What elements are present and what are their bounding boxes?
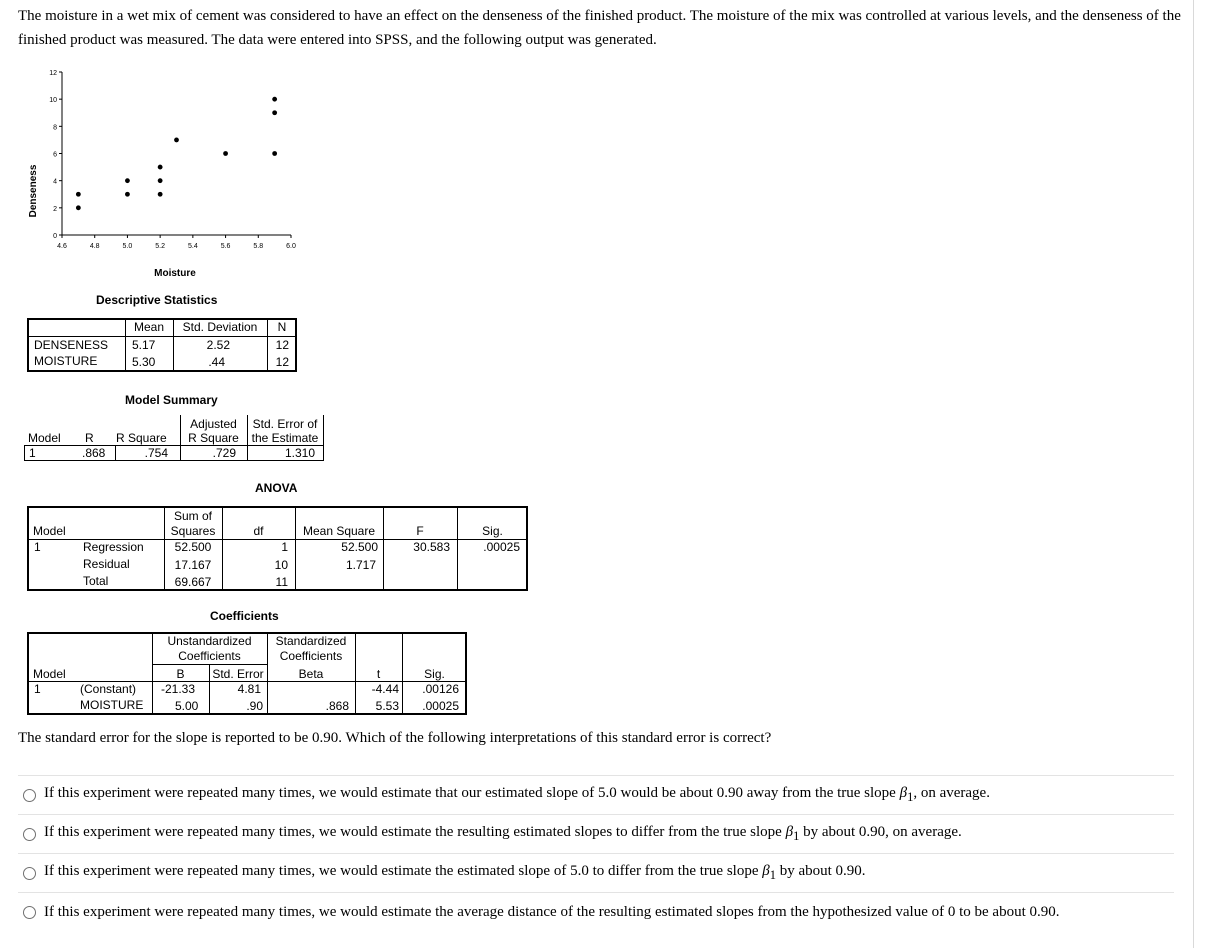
scatter-plot	[0, 60, 320, 285]
col-header-beta: Beta	[298, 667, 324, 681]
y-tick-label: 2	[53, 205, 57, 213]
col-header-std-error: Std. Error	[212, 667, 264, 681]
constant-sig: .00126	[422, 682, 459, 696]
descriptive-statistics-table	[27, 318, 297, 372]
x-tick-label: 5.0	[122, 243, 133, 250]
std-error-estimate-value: 1.310	[284, 446, 315, 460]
row-label-denseness: DENSENESS	[34, 338, 109, 352]
data-point	[76, 192, 81, 197]
y-tick-label: 0	[53, 233, 57, 240]
total-df: 11	[275, 575, 288, 589]
x-tick-label: 4.8	[89, 243, 100, 250]
y-tick-label: 10	[49, 97, 57, 105]
col-header-model: Model	[28, 431, 61, 445]
model-summary-table	[24, 415, 324, 461]
col-header-std-error-estimate: the Estimate	[251, 431, 319, 445]
option-text: If this experiment were repeated many times, we would estimate the resulting estimated slopes to differ from the true slope $\beta_1$ by about 0.90, on average.	[44, 824, 962, 843]
constant-std-error: 4.81	[237, 682, 261, 696]
data-point	[158, 178, 163, 183]
moisture-std-error: .90	[246, 699, 263, 713]
x-tick-label: 5.2	[155, 243, 166, 250]
denseness-n: 12	[275, 338, 289, 352]
radio-button[interactable]	[23, 906, 36, 919]
beta-symbol: β	[762, 863, 770, 879]
radio-button[interactable]	[23, 828, 36, 841]
option-text: If this experiment were repeated many times, we would estimate that our estimated slope of 5.0 would be about 0.90 away from the true slope $\beta_1$, on average.	[44, 785, 990, 804]
regression-df: 1	[281, 540, 288, 554]
r-value: .868	[82, 446, 106, 460]
option-text: If this experiment were repeated many times, we would estimate the estimated slope of 5.0 to differ from the true slope $\beta_1$ by about 0.90.	[44, 863, 866, 882]
answer-option-1[interactable]	[18, 775, 1174, 814]
x-tick-label: 5.8	[253, 243, 264, 250]
sig-value: .00025	[483, 540, 520, 554]
col-header-mean-square: Mean Square	[302, 524, 376, 538]
y-axis-label: Denseness	[28, 164, 39, 218]
page-divider	[1193, 0, 1194, 948]
data-point	[158, 165, 163, 170]
problem-intro: The moisture in a wet mix of cement was considered to have an effect on the denseness of the finished product. The moisture of the mix was controlled at various levels, and the denseness of the finished product was measured. The data were entered into SPSS, and the following output was generated.	[18, 8, 1181, 48]
row-label-regression: Regression	[83, 540, 144, 554]
col-header-std-error: Std. Error of	[252, 417, 318, 431]
plot-axes	[49, 70, 296, 250]
col-header-standardized: Standardized	[275, 634, 347, 648]
data-point	[76, 205, 81, 210]
moisture-n: 12	[275, 355, 289, 369]
col-header-std-deviation: Std. Deviation	[182, 320, 258, 334]
anova-table	[27, 506, 528, 591]
anova-model-number: 1	[34, 540, 41, 554]
beta-symbol: β	[785, 824, 794, 840]
moisture-beta: .868	[325, 699, 349, 713]
col-header-b: B	[176, 667, 185, 681]
total-ss: 69.667	[174, 575, 212, 589]
data-point	[272, 151, 277, 156]
col-header-std-coefficients: Coefficients	[279, 649, 343, 663]
data-point	[158, 192, 163, 197]
coefficients-title: Coefficients	[210, 609, 279, 623]
col-header-unstd-coefficients: Coefficients	[178, 649, 241, 663]
data-point	[223, 151, 228, 156]
col-header-sum-of: Sum of	[173, 509, 212, 523]
x-tick-label: 4.6	[57, 243, 67, 250]
coefficients-model-number: 1	[34, 682, 41, 696]
x-tick-label: 5.6	[220, 243, 231, 250]
y-tick-label: 6	[53, 151, 57, 159]
col-header-model: Model	[33, 524, 66, 538]
answer-option-3[interactable]	[18, 853, 1174, 892]
data-point	[125, 178, 130, 183]
anova-title: ANOVA	[255, 481, 298, 495]
answer-option-2[interactable]	[18, 814, 1174, 853]
col-header-unstandardized: Unstandardized	[167, 634, 252, 648]
data-point	[272, 110, 277, 115]
answer-option-4[interactable]	[18, 892, 1174, 931]
moisture-sig: .00025	[422, 699, 459, 713]
y-tick-label: 8	[53, 124, 57, 132]
descriptive-statistics-title: Descriptive Statistics	[96, 293, 218, 307]
constant-t: -4.44	[371, 682, 399, 696]
constant-b: -21.33	[161, 682, 196, 696]
x-tick-label: 5.4	[187, 243, 198, 250]
row-label-moisture: MOISTURE	[34, 354, 98, 368]
beta-subscript: 1	[793, 829, 800, 843]
residual-ms: 1.717	[345, 558, 376, 572]
option-text: If this experiment were repeated many times, we would estimate the average distance of the resulting estimated slopes from the hypothesized value of 0 to be about 0.90.	[44, 903, 1060, 920]
moisture-b: 5.00	[175, 699, 199, 713]
row-label-constant: (Constant)	[80, 682, 137, 696]
r-square-value: .754	[144, 446, 168, 460]
question-text: The standard error for the slope is reported to be 0.90. Which of the following interpretations of this standard error is correct?	[18, 730, 772, 746]
radio-button[interactable]	[23, 867, 36, 880]
moisture-mean: 5.30	[132, 355, 156, 369]
x-axis-label: Moisture	[154, 268, 196, 279]
residual-ss: 17.167	[174, 558, 212, 572]
residual-df: 10	[274, 558, 288, 572]
plot-points	[76, 97, 277, 210]
regression-ss: 52.500	[174, 540, 212, 554]
col-header-squares: Squares	[170, 524, 216, 538]
f-value: 30.583	[413, 540, 450, 554]
data-point	[125, 192, 130, 197]
y-tick-label: 12	[49, 70, 57, 77]
model-summary-title: Model Summary	[125, 393, 218, 407]
denseness-mean: 5.17	[132, 338, 156, 352]
radio-button[interactable]	[23, 789, 36, 802]
col-header-n: N	[277, 320, 287, 334]
row-label-total: Total	[83, 574, 109, 588]
col-header-t: t	[376, 667, 381, 681]
y-tick-label: 4	[53, 178, 57, 186]
data-point	[174, 138, 179, 143]
col-header-f: F	[416, 524, 424, 538]
col-header-df: df	[253, 524, 264, 538]
moisture-t: 5.53	[375, 699, 399, 713]
beta-subscript: 1	[769, 868, 776, 882]
col-header-sig: Sig.	[482, 524, 503, 538]
model-number: 1	[29, 446, 36, 460]
coefficients-table	[27, 632, 467, 715]
col-header-r: R	[85, 431, 94, 445]
moisture-std-deviation: .44	[208, 355, 225, 369]
col-header-adjusted-r-square: R Square	[188, 431, 239, 445]
col-header-r-square: R Square	[116, 431, 167, 445]
row-label-residual: Residual	[83, 557, 130, 571]
denseness-std-deviation: 2.52	[206, 338, 230, 352]
col-header-model: Model	[33, 667, 66, 681]
col-header-sig: Sig.	[424, 667, 445, 681]
row-label-moisture: MOISTURE	[80, 698, 144, 712]
col-header-adjusted: Adjusted	[190, 417, 237, 431]
beta-symbol: β	[899, 785, 908, 801]
beta-subscript: 1	[907, 790, 914, 804]
regression-ms: 52.500	[341, 540, 378, 554]
x-tick-label: 6.0	[286, 243, 296, 250]
data-point	[272, 97, 277, 102]
adjusted-r-square-value: .729	[212, 446, 236, 460]
col-header-mean: Mean	[133, 320, 165, 334]
